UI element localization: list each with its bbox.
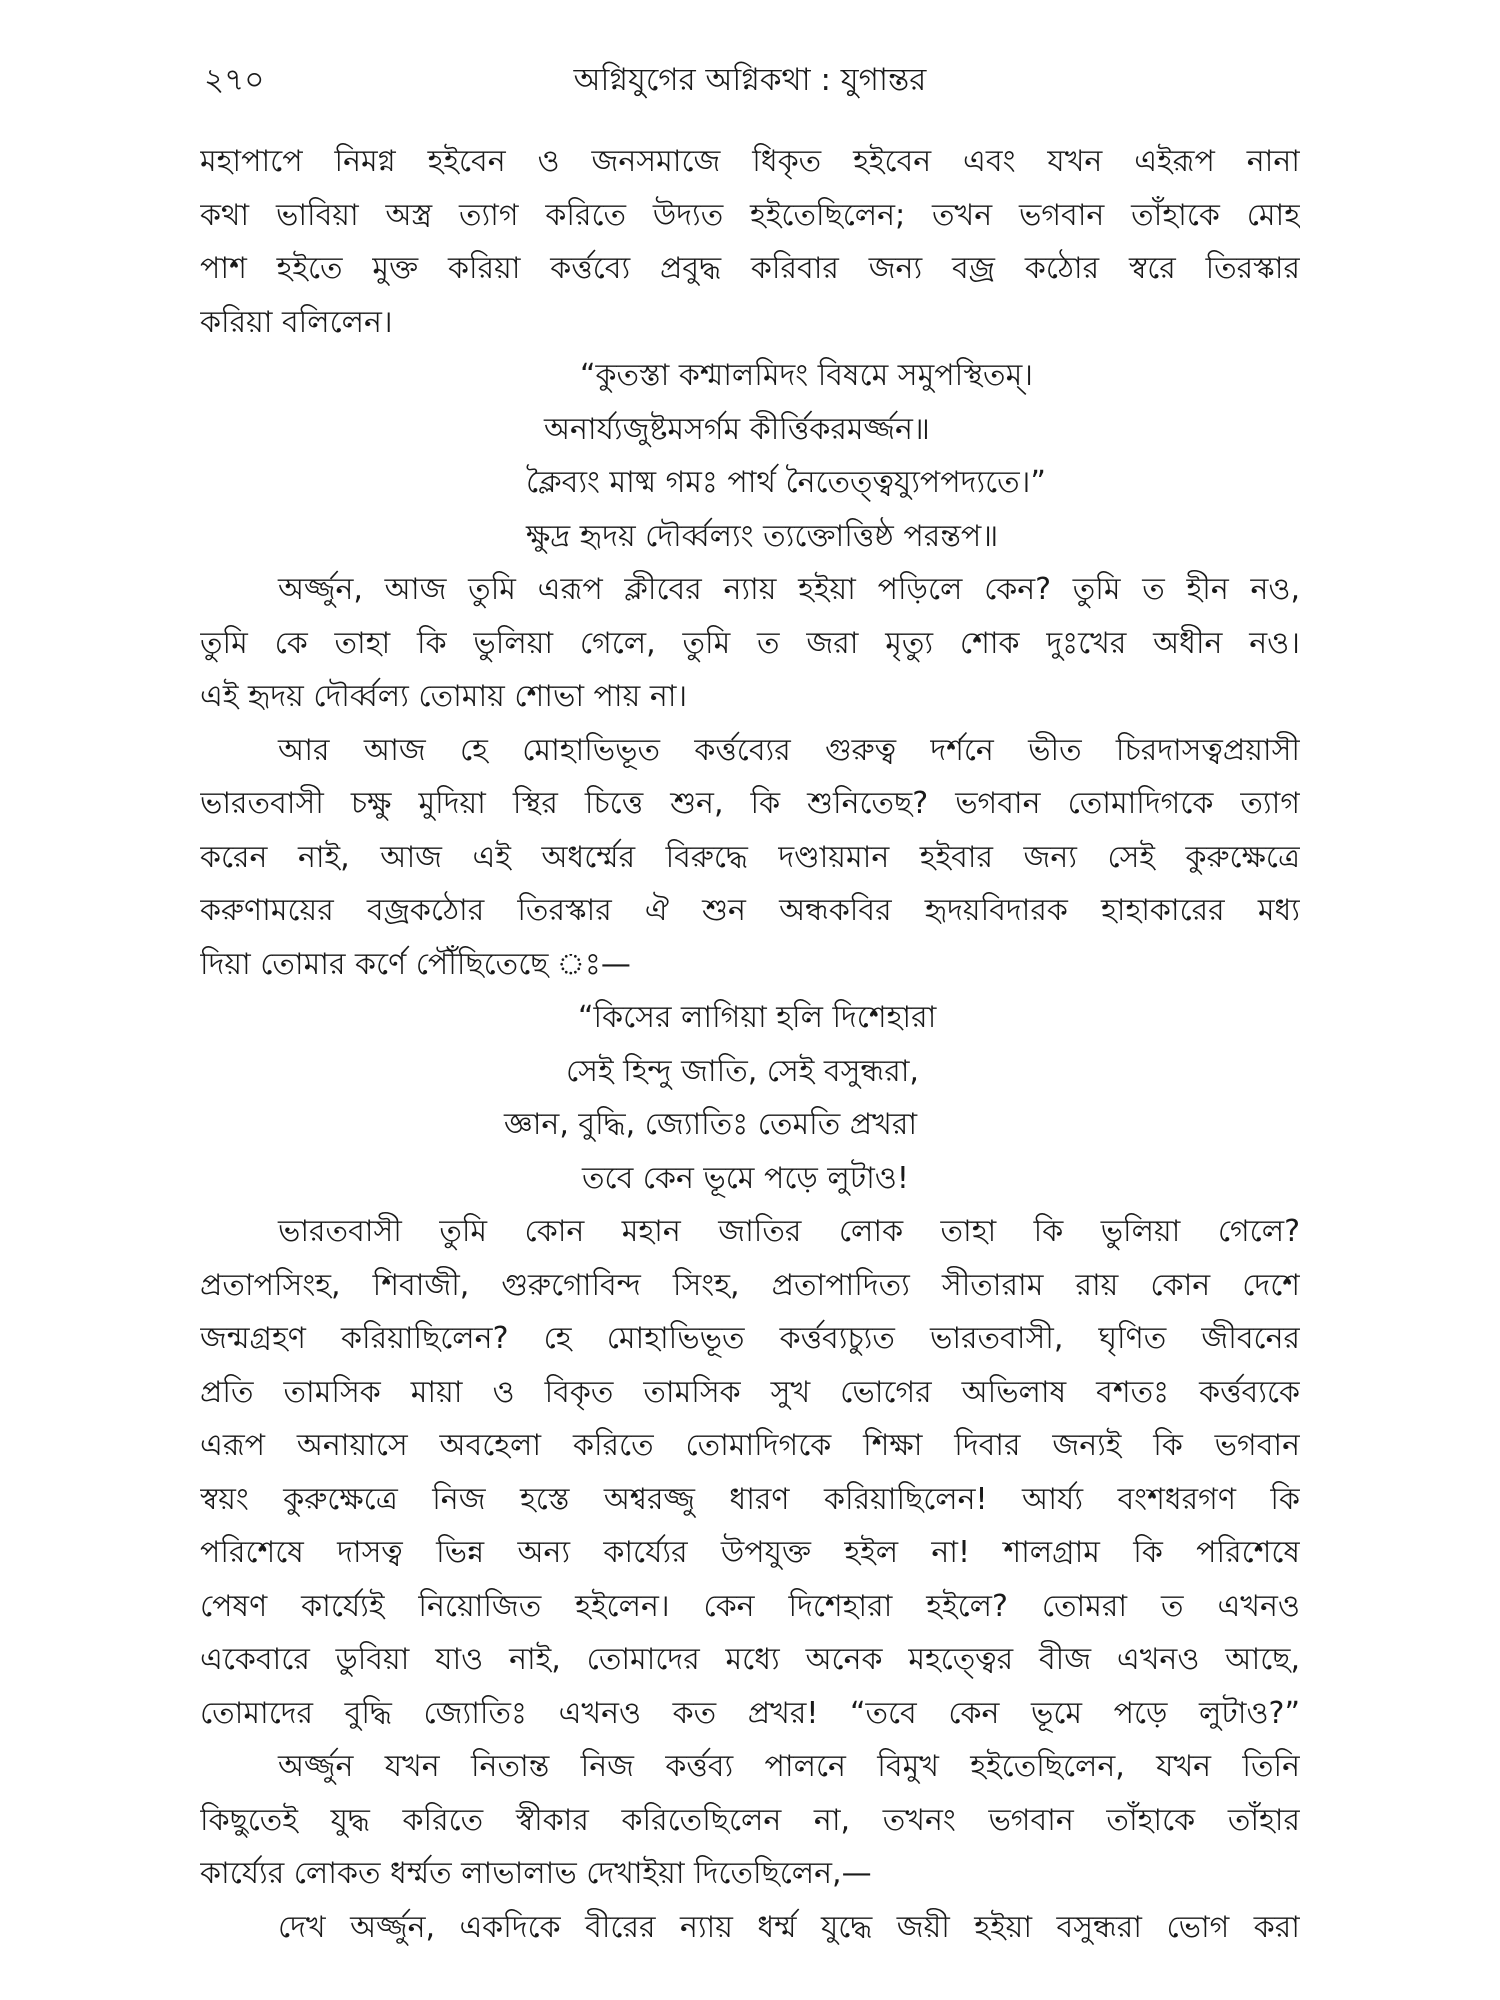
page-header — [204, 55, 1296, 105]
text-line: জন্মগ্রহণ করিয়াছিলেন? হে মোহাভিভূত কর্ত্তব্যচ্যুত ভারতবাসী, ঘৃণিত জীবনের — [200, 1321, 1300, 1356]
text-line: ভারতবাসী তুমি কোন মহান জাতির লোক তাহা কি ভুলিয়া গেলে? — [278, 1214, 1300, 1249]
text-line: কার্য্যের লোকত ধর্ম্মত লাভালাভ দেখাইয়া দিতেছিলেন,— — [200, 1856, 872, 1891]
sanskrit-verse-line: অনার্য্যজুষ্টমসর্গম কীর্ত্তিকরমর্জ্জন॥ — [544, 411, 930, 447]
text-line: তোমাদের বুদ্ধি জ্যোতিঃ এখনও কত প্রখর! “তবে কেন ভূমে পড়ে লুটাও?” — [200, 1695, 1300, 1731]
text-line: অর্জ্জুন, আজ তুমি এরূপ ক্লীবের ন্যায় হইয়া পড়িলে কেন? তুমি ত হীন নও, — [278, 572, 1300, 607]
page-number: ২৭০ — [204, 62, 265, 98]
text-line: প্রতাপসিংহ, শিবাজী, গুরুগোবিন্দ সিংহ, প্রতাপাদিত্য সীতারাম রায় কোন দেশে — [200, 1267, 1300, 1303]
sanskrit-verse-line: ক্ষুদ্র হৃদয় দৌর্ব্বল্যং ত্যক্তোত্তিষ্ঠ পরন্তপ॥ — [526, 518, 999, 554]
text-line: স্বয়ং কুরুক্ষেত্রে নিজ হস্তে অশ্বরজ্জু ধারণ করিয়াছিলেন! আর্য্য বংশধরগণ কি — [200, 1481, 1300, 1517]
text-line: এরূপ অনায়াসে অবহেলা করিতে তোমাদিগকে শিক্ষা দিবার জন্যই কি ভগবান — [200, 1428, 1300, 1463]
text-line: কিছুতেই যুদ্ধ করিতে স্বীকার করিতেছিলেন না, তখনং ভগবান তাঁহাকে তাঁহার — [200, 1802, 1300, 1838]
sanskrit-verse-line: “কুতস্তা কশ্মালমিদং বিষমে সমুপস্থিতম্। — [580, 358, 1033, 393]
text-line: অর্জ্জুন যখন নিতান্ত নিজ কর্ত্তব্য পালনে বিমুখ হইতেছিলেন, যখন তিনি — [278, 1749, 1300, 1784]
running-title: অগ্নিযুগের অগ্নিকথা : যুগান্তর — [573, 62, 927, 98]
text-line: করিয়া বলিলেন। — [200, 304, 393, 340]
text-line: আর আজ হে মোহাভিভূত কর্ত্তব্যের গুরুত্ব দর্শনে ভীত চিরদাসত্বপ্রয়াসী — [278, 732, 1300, 768]
text-line: পরিশেষে দাসত্ব ভিন্ন অন্য কার্য্যের উপযুক্ত হইল না! শালগ্রাম কি পরিশেষে — [200, 1535, 1300, 1570]
poem-line: জ্ঞান, বুদ্ধি, জ্যোতিঃ তেমতি প্রখরা — [504, 1107, 918, 1142]
poem-line: সেই হিন্দু জাতি, সেই বসুন্ধরা, — [566, 1053, 919, 1089]
sanskrit-verse-line: ক্লৈব্যং মাষ্ম গমঃ পার্থ নৈতেত্ত্বয্যুপপদ্যতে।” — [526, 465, 1046, 500]
text-line: দেখ অর্জ্জুন, একদিকে বীরের ন্যায় ধর্ম্ম যুদ্ধে জয়ী হইয়া বসুন্ধরা ভোগ করা — [278, 1909, 1300, 1945]
text-line: দিয়া তোমার কর্ণে পৌঁছিতেছে ঃ— — [200, 946, 631, 982]
poem-line: “কিসের লাগিয়া হলি দিশেহারা — [578, 1000, 937, 1035]
text-line: পাশ হইতে মুক্ত করিয়া কর্ত্তব্যে প্রবুদ্ধ করিবার জন্য বজ্র কঠোর স্বরে তিরস্কার — [200, 251, 1300, 286]
text-line: ভারতবাসী চক্ষু মুদিয়া স্থির চিত্তে শুন, কি শুনিতেছ? ভগবান তোমাদিগকে ত্যাগ — [200, 786, 1300, 821]
text-line: এই হৃদয় দৌর্ব্বল্য তোমায় শোভা পায় না। — [200, 679, 688, 714]
page-body — [200, 135, 1300, 1954]
text-line: প্রতি তামসিক মায়া ও বিকৃত তামসিক সুখ ভোগের অভিলাষ বশতঃ কর্ত্তব্যকে — [200, 1374, 1300, 1410]
poem-line: তবে কেন ভূমে পড়ে লুটাও! — [582, 1160, 909, 1196]
text-line: করুণাময়ের বজ্রকঠোর তিরস্কার ঐ শুন অন্ধকবির হৃদয়বিদারক হাহাকারের মধ্য — [200, 893, 1300, 928]
text-line: একেবারে ডুবিয়া যাও নাই, তোমাদের মধ্যে অনেক মহত্ত্বের বীজ এখনও আছে, — [200, 1642, 1300, 1677]
text-line: পেষণ কার্য্যেই নিয়োজিত হইলেন। কেন দিশেহারা হইলে? তোমরা ত এখনও — [200, 1588, 1300, 1624]
text-line: তুমি কে তাহা কি ভুলিয়া গেলে, তুমি ত জরা মৃত্যু শোক দুঃখের অধীন নও। — [200, 625, 1300, 661]
text-line: করেন নাই, আজ এই অধর্ম্মের বিরুদ্ধে দণ্ডায়মান হইবার জন্য সেই কুরুক্ষেত্রে — [200, 839, 1300, 875]
text-line: মহাপাপে নিমগ্ন হইবেন ও জনসমাজে ধিকৃত হইবেন এবং যখন এইরূপ নানা — [200, 144, 1300, 179]
text-line: কথা ভাবিয়া অস্ত্র ত্যাগ করিতে উদ্যত হইতেছিলেন; তখন ভগবান তাঁহাকে মোহ — [200, 197, 1300, 233]
